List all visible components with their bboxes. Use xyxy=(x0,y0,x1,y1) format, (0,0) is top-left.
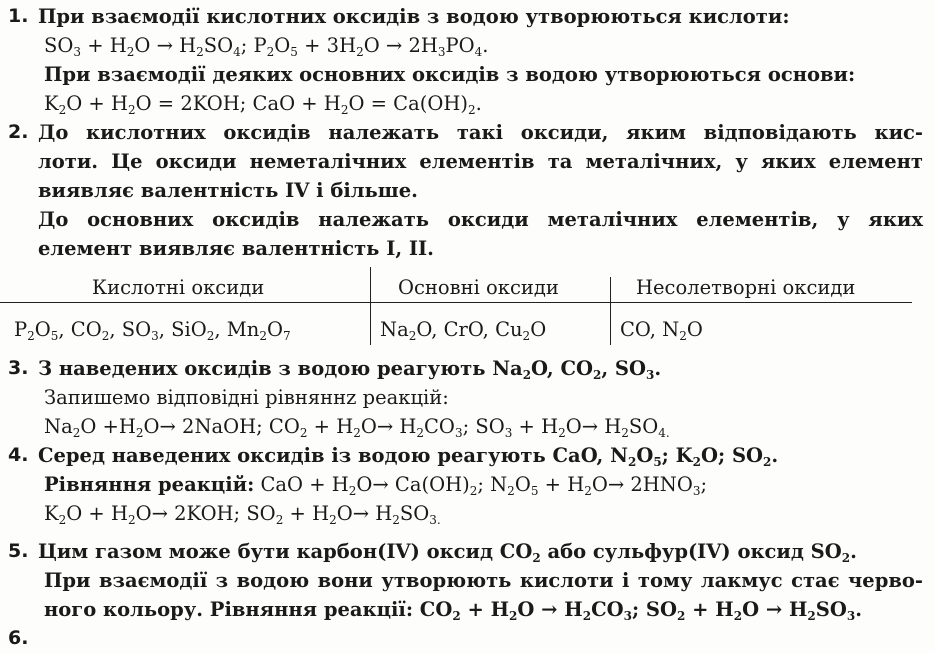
item-text-line: До основних оксидів належать оксиди металічних елементів, у яких xyxy=(38,208,923,231)
item-text-line: Серед наведених оксидів із водою реагують CaO, $N_2O_5$; $K_2O$; $SO_2$. xyxy=(38,444,779,469)
table-cell-basic: $Na_2O$, CrO, $Cu_2O$ xyxy=(380,318,547,343)
item-text-line: При взаємодії кислотних оксидів з водою утворюються кислоти: xyxy=(38,5,790,28)
item-number: 5. xyxy=(8,540,29,562)
table-divider xyxy=(370,267,371,345)
item-text: або сульфур(IV) оксид xyxy=(547,540,804,563)
equation-line: Рівняння реакцій: CaO + $H_2O\to Ca(OH)_2$; $N_2O_5 + H_2O\to 2HNO_3$; xyxy=(44,473,708,498)
table-rule xyxy=(0,302,912,303)
item-text: ного кольору. Рівняння реакції: xyxy=(44,598,414,621)
item-text: Серед наведених оксидів із водою реагують xyxy=(38,444,546,467)
equation-line: $SO_3 + H_2O \to H_2SO_4$; $P_2O_5 + 3H_2O \to 2H_3PO_4$. xyxy=(44,34,489,59)
item-text-line: лоти. Це оксиди неметалічних елементів та металічних, у яких елемент xyxy=(38,150,923,173)
item-text-line: До кислотних оксидів належать такі оксиди, яким відповідають кис- xyxy=(38,121,923,144)
item-text-line: При взаємодії деяких основних оксидів з водою утворюються основи: xyxy=(44,63,856,86)
item-text-line: При взаємодії з водою вони утворюють кислоти і тому лакмус стає черво- xyxy=(44,569,923,592)
table-divider xyxy=(610,277,611,345)
oxides-table xyxy=(0,267,912,357)
table-cell-acidic: $P_2O_5$, $CO_2$, $SO_3$, SiO$_2$, $Mn_2O_7$ xyxy=(14,318,291,343)
equation-line: $K_2O + H_2O = 2KOH$; CaO + $H_2O = Ca(OH)_2$. xyxy=(44,92,482,117)
table-header-acidic: Кислотні оксиди xyxy=(92,276,265,299)
item-number: 1. xyxy=(8,5,29,27)
item-text-line: Цим газом може бути карбон(IV) оксид $CO_2$ або сульфур(IV) оксид $SO_2$. xyxy=(38,540,857,565)
item-text-line: елемент виявляє валентність I, II. xyxy=(38,237,434,260)
table-header-basic: Основні оксиди xyxy=(398,276,559,299)
item-3 xyxy=(8,354,923,441)
table-header-nonsalt: Несолетворні оксиди xyxy=(636,276,856,299)
item-text: Рівняння реакцій: xyxy=(44,473,255,496)
item-5 xyxy=(8,537,923,624)
item-text: Цим газом може бути карбон(IV) оксид xyxy=(38,540,494,563)
item-number: 6. xyxy=(8,627,29,649)
item-text-line: Запишемо відповідні рівняннz реакцій: xyxy=(44,386,449,409)
item-number: 3. xyxy=(8,357,29,379)
equation-line: $Na_2O +H_2O\to$ 2NaOH; $CO_2 + H_2O\to H_2CO_3$; $SO_3 + H_2O\to H_2SO_{4.}$ xyxy=(44,415,670,440)
item-text: З наведених оксидів з водою реагують xyxy=(38,357,486,380)
item-1 xyxy=(8,2,923,118)
item-2 xyxy=(8,118,923,263)
equation-line: $K_2O + H_2O\to 2KOH$; $SO_2 + H_2O\to H_2SO_{3.}$ xyxy=(44,502,441,527)
item-number: 4. xyxy=(8,444,29,466)
item-4 xyxy=(8,441,923,528)
table-cell-nonsalt: CO, $N_2O$ xyxy=(620,318,703,343)
item-text-line: виявляє валентність IV і більше. xyxy=(38,179,418,202)
item-number: 2. xyxy=(8,121,29,143)
equation-line: ного кольору. Рівняння реакції: $CO_2 + H_2O \to H_2CO_3$; $SO_2 + H_2O \to H_2SO_3$. xyxy=(44,598,862,623)
item-text-line: З наведених оксидів з водою реагують $Na_2O$, $CO_2$, $SO_3$. xyxy=(38,357,662,382)
